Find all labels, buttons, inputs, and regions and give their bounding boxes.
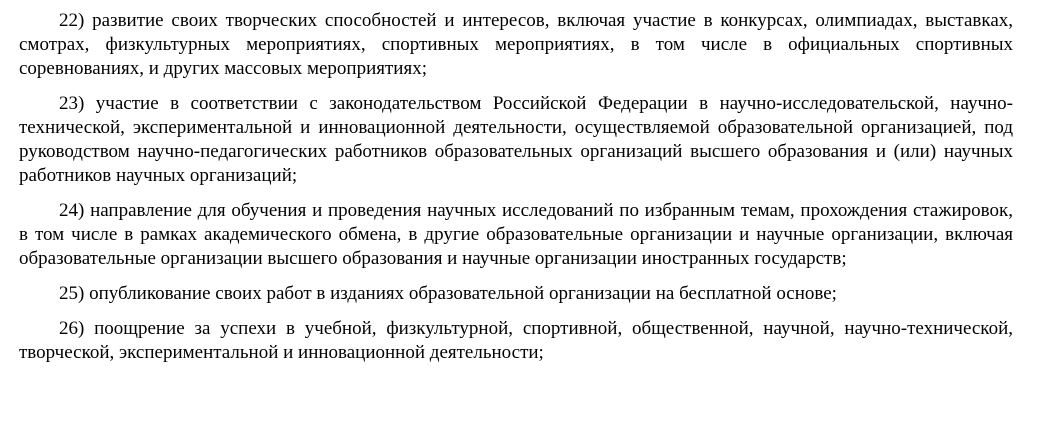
document-body [19, 9, 1013, 365]
paragraph-item-24: 24) направление для обучения и проведения научных исследований по избранным темам, прохождения стажировок, в том числе в рамках академического обмена, в другие образовательные организации и научные организации, включая образовательные организации высшего образования и научные организации иностранных государств; [19, 200, 1013, 269]
paragraph-item-26: 26) поощрение за успехи в учебной, физкультурной, спортивной, общественной, научной, научно-технической, творческой, экспериментальной и инновационной деятельности; [19, 318, 1013, 363]
paragraph-item-22: 22) развитие своих творческих способностей и интересов, включая участие в конкурсах, олимпиадах, выставках, смотрах, физкультурных мероприятиях, спортивных мероприятиях, в том числе в официальных спортивных соревнованиях, и других массовых мероприятиях; [19, 10, 1013, 79]
paragraph-item-25: 25) опубликование своих работ в изданиях образовательной организации на бесплатной основе; [59, 283, 837, 304]
paragraph-item-23: 23) участие в соответствии с законодательством Российской Федерации в научно-исследовательской, научно-технической, экспериментальной и инновационной деятельности, осуществляемой образовательной организацией, под руководством научно-педагогических работников образовательных организаций высшего образования и (или) научных работников научных организаций; [19, 93, 1013, 186]
